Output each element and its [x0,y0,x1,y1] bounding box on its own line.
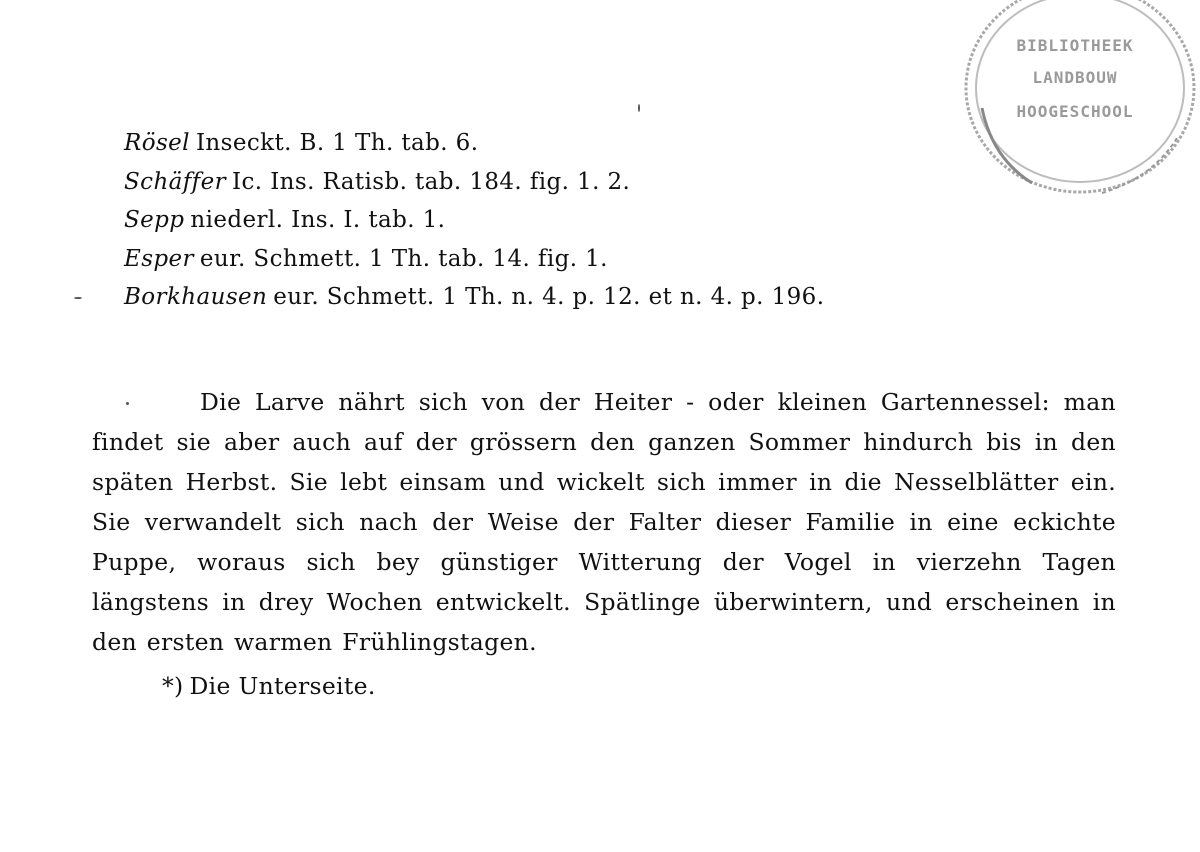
stamp-line: HOOGESCHOOL [1016,102,1134,121]
reference-citation: niederl. Ins. I. tab. 1. [190,207,446,233]
body-paragraph: Die Larve nährt sich von der Heiter - oder kleinen Gartennessel: man findet sie aber auch auf der grössern den ganzen Sommer hindurch bis in den späten Herbst. Sie lebt einsam und wickelt sich immer in die Nesselblätter ein. Sie verwandelt sich nach der Weise der Falter dieser Familie in eine eckichte Puppe, woraus sich bey günstiger Witterung der Vogel in vierzehn Tagen längstens in drey Wochen entwickelt. Spätlinge überwintern, und erscheinen in den ersten warmen Frühlingstagen. [92,388,1116,656]
footnote-text: Die Unterseite. [189,672,376,700]
reference-citation: Ic. Ins. Ratisb. tab. 184. fig. 1. 2. [232,168,631,195]
reference-author: Esper [124,245,194,272]
reference-author: Rösel [124,130,190,156]
reference-citation: Inseckt. B. 1 Th. tab. 6. [195,130,479,156]
library-stamp [952,0,1198,210]
paper-speck [126,402,129,405]
paper-speck [638,104,640,112]
paper-speck [74,297,82,299]
reference-author: Schäffer [124,168,226,195]
reference-author: Sepp [124,207,185,233]
reference-item [124,163,944,202]
footnote [162,666,376,706]
stamp-line: LANDBOUW [1032,68,1118,87]
reference-citation: eur. Schmett. 1 Th. tab. 14. fig. 1. [199,245,608,272]
stamp-line: BIBLIOTHEEK [1016,36,1134,55]
reference-item [124,124,944,163]
reference-item [124,240,944,279]
reference-item [124,278,944,317]
reference-list [124,124,944,317]
reference-author: Borkhausen [124,284,268,310]
reference-item [124,201,944,240]
reference-citation: eur. Schmett. 1 Th. n. 4. p. 12. et n. 4. p. 196. [273,284,825,310]
footnote-mark: *) [162,672,184,700]
